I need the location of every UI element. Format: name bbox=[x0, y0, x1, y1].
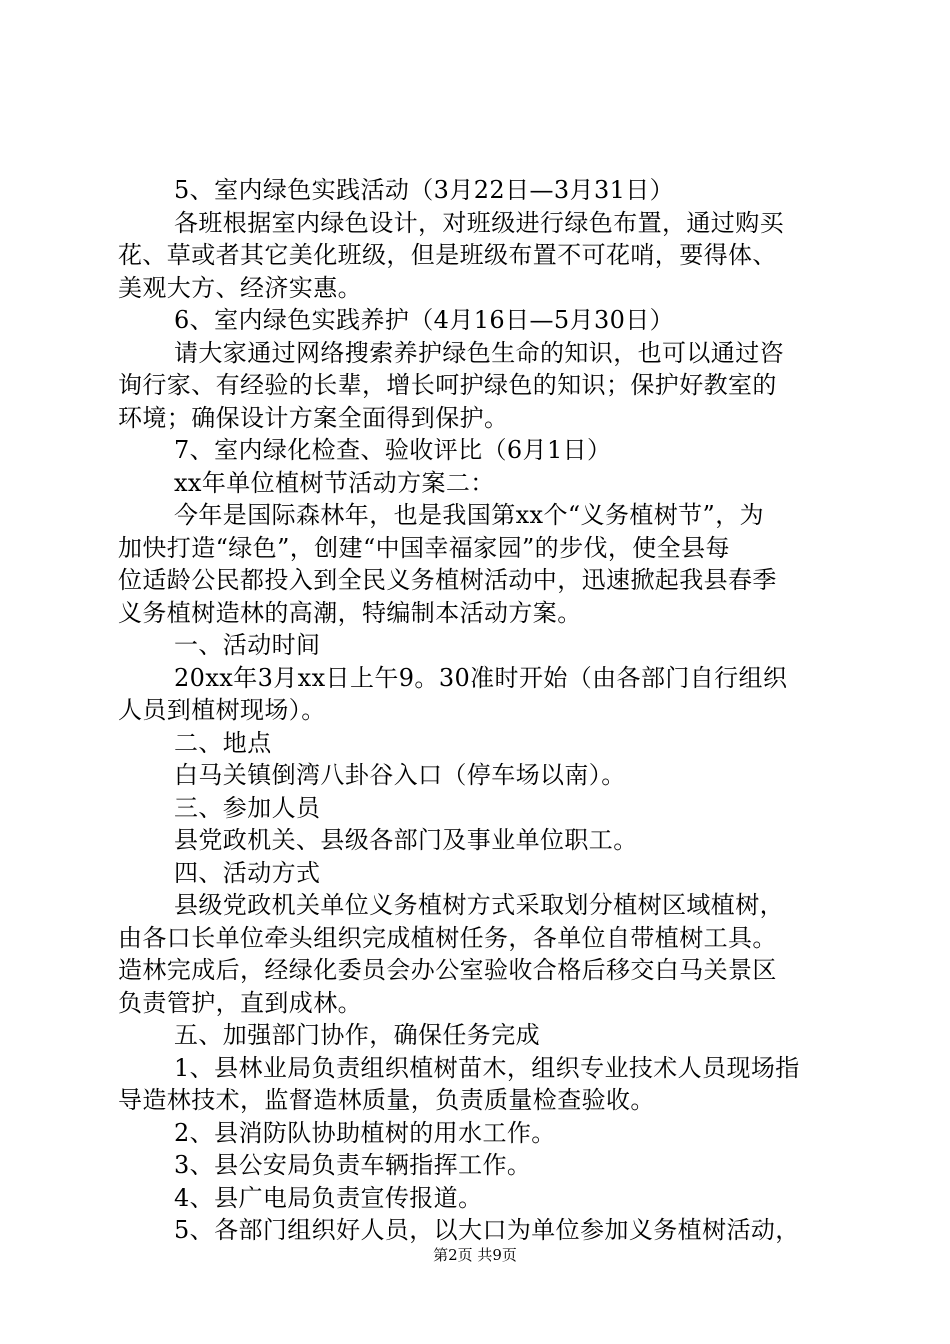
text-line: 7、室内绿化检查、验收评比（6月1日） bbox=[174, 436, 612, 464]
text-line: 白马关镇倒湾八卦谷入口（停车场以南）。 bbox=[174, 761, 626, 789]
text-line: 位适龄公民都投入到全民义务植树活动中，迅速掀起我县春季 bbox=[118, 566, 777, 594]
text-line: 由各口长单位牵头组织完成植树任务，各单位自带植树工具。 bbox=[118, 923, 777, 952]
text-line: 4、县广电局负责宣传报道。 bbox=[174, 1183, 483, 1212]
text-line: 6、室内绿色实践养护（4月16日—5月30日） bbox=[174, 306, 675, 334]
text-line: 县党政机关、县级各部门及事业单位职工。 bbox=[174, 826, 638, 854]
text-line: 人员到植树现场）。 bbox=[118, 696, 326, 724]
text-line: 5、各部门组织好人员，以大口为单位参加义务植树活动， bbox=[174, 1216, 800, 1244]
text-line: 负责管护，直到成林。 bbox=[118, 988, 362, 1017]
text-line: 二、地点 bbox=[174, 728, 272, 757]
text-line: 加快打造“绿色”，创建“中国幸福家园”的步伐，使全县每 bbox=[118, 533, 730, 562]
document-body bbox=[118, 174, 838, 1247]
text-line: 美观大方、经济实惠。 bbox=[118, 273, 362, 302]
text-line: 20xx年3月xx日上午9。30准时开始（由各部门自行组织 bbox=[174, 663, 788, 692]
text-line: 各班根据室内绿色设计，对班级进行绿色布置，通过购买 bbox=[174, 208, 784, 237]
text-line: 花、草或者其它美化班级，但是班级布置不可花哨，要得体、 bbox=[118, 241, 777, 269]
page-number: 第2页 共9页 bbox=[433, 1246, 517, 1264]
text-line: 询行家、有经验的长辈，增长呵护绿色的知识；保护好教室的 bbox=[118, 371, 777, 399]
text-line: 五、加强部门协作，确保任务完成 bbox=[174, 1021, 540, 1049]
text-line: 义务植树造林的高潮，特编制本活动方案。 bbox=[118, 598, 582, 627]
text-line: 环境；确保设计方案全面得到保护。 bbox=[118, 403, 509, 432]
text-line: 3、县公安局负责车辆指挥工作。 bbox=[174, 1151, 532, 1179]
page-footer bbox=[0, 1244, 950, 1265]
text-line: 2、县消防队协助植树的用水工作。 bbox=[174, 1118, 556, 1147]
text-line: 导造林技术，监督造林质量，负责质量检查验收。 bbox=[118, 1086, 655, 1114]
text-line: 5、室内绿色实践活动（3月22日—3月31日） bbox=[174, 176, 675, 204]
text-line: 县级党政机关单位义务植树方式采取划分植树区域植树， bbox=[174, 891, 784, 919]
text-line: 1、县林业局负责组织植树苗木，组织专业技术人员现场指 bbox=[174, 1053, 800, 1082]
text-line: 四、活动方式 bbox=[174, 858, 321, 887]
text-line: 造林完成后，经绿化委员会办公室验收合格后移交白马关景区 bbox=[118, 956, 777, 984]
text-line: xx年单位植树节活动方案二： bbox=[174, 468, 495, 497]
text-line: 请大家通过网络搜索养护绿色生命的知识，也可以通过咨 bbox=[174, 338, 784, 367]
text-line: 今年是国际森林年，也是我国第xx个“义务植树节”，为 bbox=[174, 501, 765, 529]
text-line: 一、活动时间 bbox=[174, 631, 321, 659]
text-line: 三、参加人员 bbox=[174, 793, 321, 822]
